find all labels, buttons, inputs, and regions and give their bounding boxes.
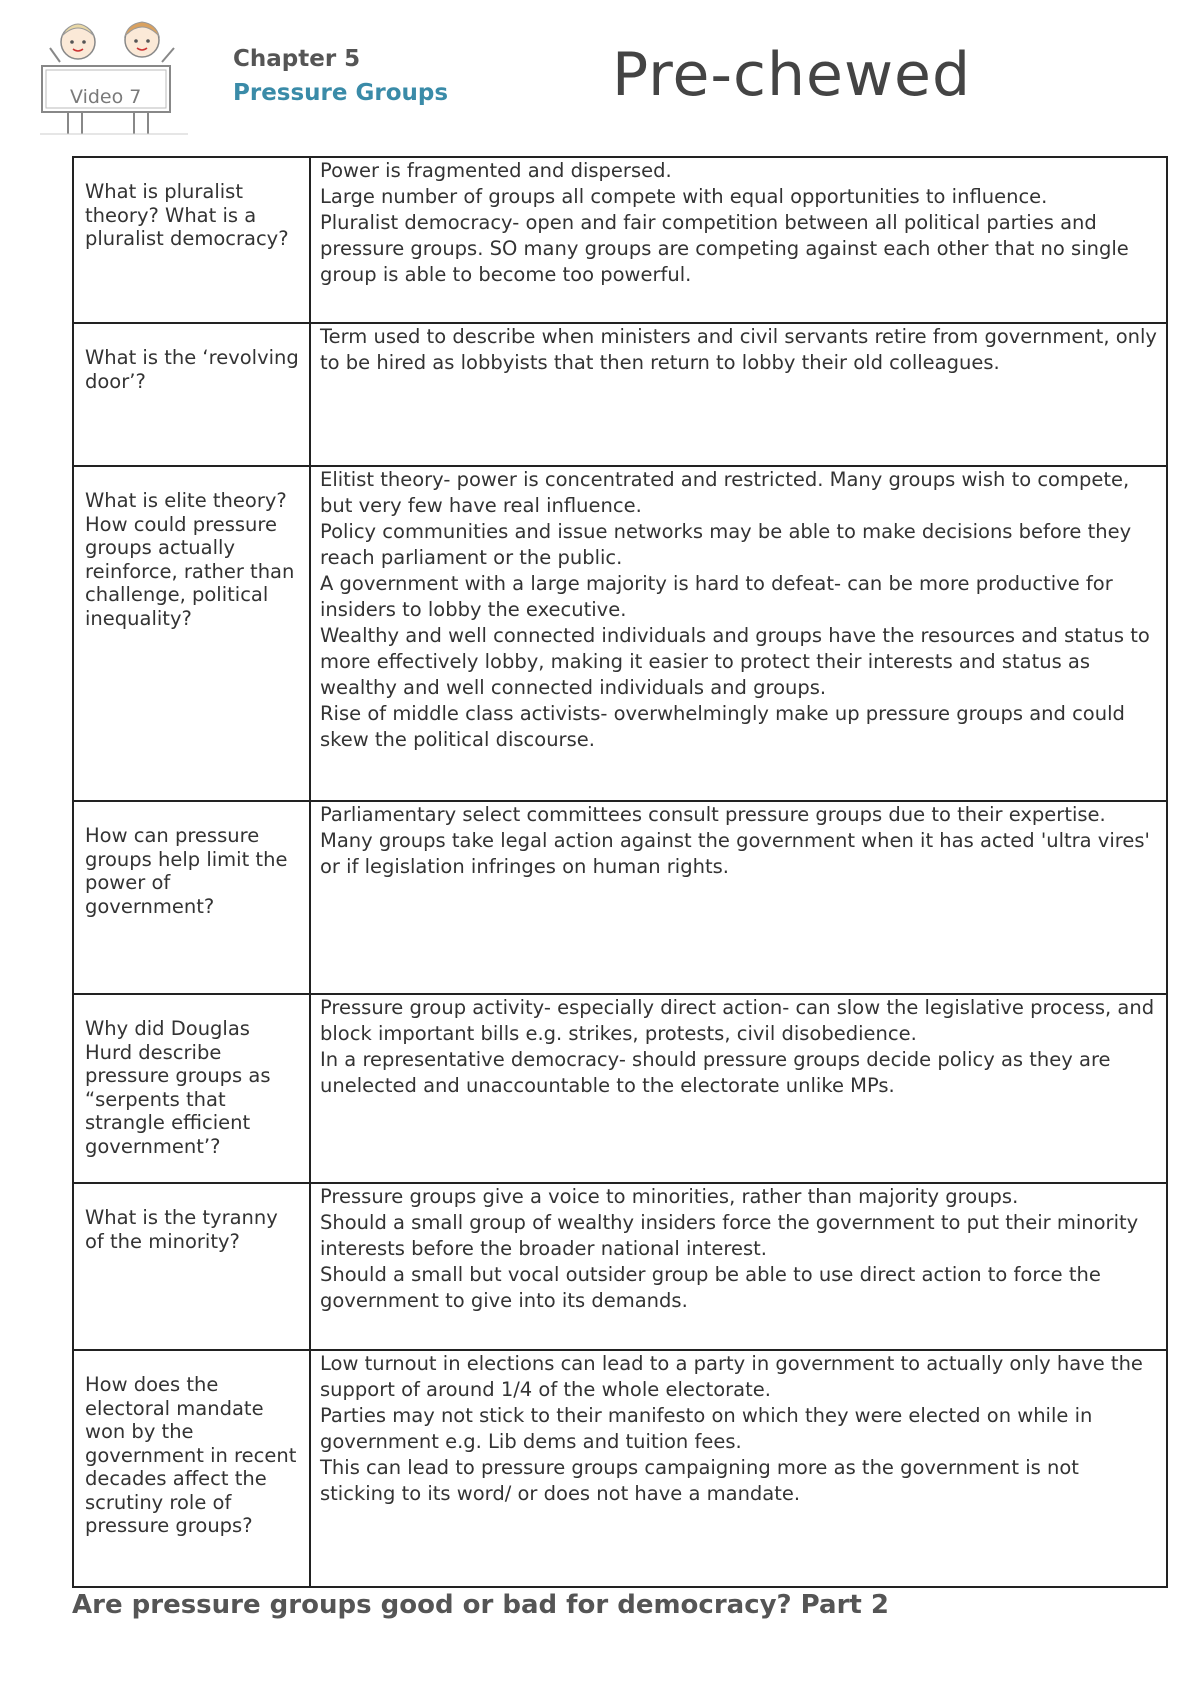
question-cell — [73, 801, 310, 994]
answer-line: Power is fragmented and dispersed. — [320, 159, 672, 182]
question-cell — [73, 157, 310, 323]
question-text: Why did Douglas Hurd describe pressure groups as “serpents that strangle efficient government’? — [85, 1017, 271, 1158]
answer-line: Parliamentary select committees consult pressure groups due to their expertise. — [320, 803, 1106, 826]
answer-line: This can lead to pressure groups campaigning more as the government is not sticking to its word/ or does not have a mandate. — [320, 1456, 1079, 1505]
answer-line: A government with a large majority is hard to defeat- can be more productive for insiders to lobby the executive. — [320, 572, 1113, 621]
question-cell — [73, 323, 310, 466]
answer-line: Large number of groups all compete with equal opportunities to influence. — [320, 185, 1048, 208]
chapter-heading: Chapter 5 — [233, 46, 361, 72]
video-label: Video 7 — [70, 86, 142, 108]
answer-line: Wealthy and well connected individuals and groups have the resources and status to more effectively lobby, making it easier to protect their interests and status as wealthy and well connected individuals and groups. — [320, 624, 1150, 699]
question-text: How can pressure groups help limit the power of government? — [85, 824, 288, 918]
question-cell — [73, 1183, 310, 1350]
answer-line: Elitist theory- power is concentrated and restricted. Many groups wish to compete, but very few have real influence. — [320, 468, 1130, 517]
question-text: How does the electoral mandate won by the government in recent decades affect the scrutiny role of pressure groups? — [85, 1373, 297, 1537]
answer-line: Pluralist democracy- open and fair competition between all political parties and pressure groups. SO many groups are competing against each other that no single group is able to become too powerful. — [320, 211, 1129, 286]
kids-holding-sign-illustration — [38, 18, 190, 140]
answer-cell — [310, 994, 1167, 1183]
table-row — [73, 994, 1167, 1183]
table-row — [73, 466, 1167, 801]
table-row — [73, 801, 1167, 994]
answer-line: Many groups take legal action against the government when it has acted 'ultra vires' or if legislation infringes on human rights. — [320, 829, 1150, 878]
answer-line: Policy communities and issue networks may be able to make decisions before they reach parliament or the public. — [320, 520, 1132, 569]
table-row — [73, 1350, 1167, 1587]
brand-title: Pre-chewed — [612, 40, 972, 110]
topic-subtitle: Pressure Groups — [233, 80, 449, 106]
qa-table — [72, 156, 1168, 1588]
answer-line: Should a small but vocal outsider group be able to use direct action to force the government to give into its demands. — [320, 1263, 1101, 1312]
table-row — [73, 323, 1167, 466]
table-row — [73, 157, 1167, 323]
answer-cell — [310, 801, 1167, 994]
answer-cell — [310, 323, 1167, 466]
footer-title: Are pressure groups good or bad for democracy? Part 2 — [72, 1590, 889, 1620]
answer-line: Term used to describe when ministers and civil servants retire from government, only to be hired as lobbyists that then return to lobby their old colleagues. — [320, 325, 1157, 374]
answer-line: Rise of middle class activists- overwhelmingly make up pressure groups and could skew the political discourse. — [320, 702, 1125, 751]
answer-line: Pressure groups give a voice to minorities, rather than majority groups. — [320, 1185, 1019, 1208]
question-text: What is pluralist theory? What is a pluralist democracy? — [85, 180, 289, 250]
answer-line: Should a small group of wealthy insiders force the government to put their minority interests before the broader national interest. — [320, 1211, 1139, 1260]
answer-cell — [310, 466, 1167, 801]
answer-cell — [310, 157, 1167, 323]
answer-line: Parties may not stick to their manifesto on which they were elected on while in government e.g. Lib dems and tuition fees. — [320, 1404, 1093, 1453]
answer-line: Low turnout in elections can lead to a party in government to actually only have the support of around 1/4 of the whole electorate. — [320, 1352, 1143, 1401]
question-text: What is the ‘revolving door’? — [85, 346, 299, 393]
answer-cell — [310, 1183, 1167, 1350]
question-cell — [73, 1350, 310, 1587]
table-row — [73, 1183, 1167, 1350]
question-cell — [73, 466, 310, 801]
question-cell — [73, 994, 310, 1183]
answer-line: Pressure group activity- especially direct action- can slow the legislative process, and block important bills e.g. strikes, protests, civil disobedience. — [320, 996, 1155, 1045]
question-text: What is the tyranny of the minority? — [85, 1206, 278, 1253]
question-text: What is elite theory? How could pressure groups actually reinforce, rather than challenge, political inequality? — [85, 489, 295, 630]
answer-cell — [310, 1350, 1167, 1587]
answer-line: In a representative democracy- should pressure groups decide policy as they are unelected and unaccountable to the electorate unlike MPs. — [320, 1048, 1111, 1097]
page-header — [0, 0, 1200, 150]
